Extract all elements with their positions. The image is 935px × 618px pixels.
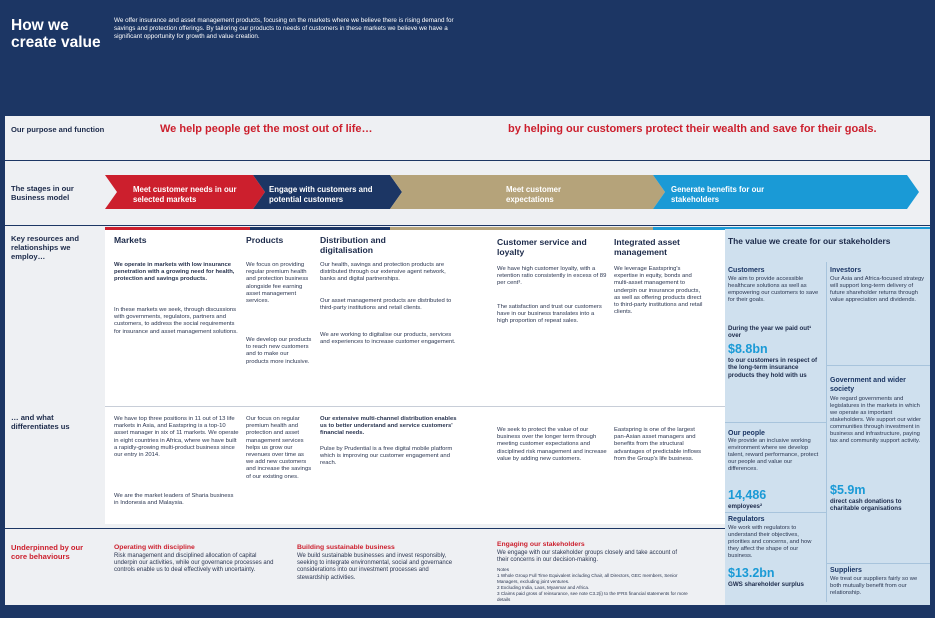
markets-diff-1: We have top three positions in 11 out of 13 life markets in Asia, and Eastspring is a top-10 asset manager in six of 11 markets. We operate in eight countries in Africa, where we have built a rapidly-growing multi-product business since our entry in 2014. — [114, 416, 239, 459]
purpose-label: Our purpose and function — [11, 125, 105, 134]
service-bar — [390, 227, 653, 230]
government-sub: direct cash donations to charitable organisations — [830, 498, 902, 513]
value-divider-h4 — [827, 563, 930, 564]
discipline-title: Operating with discipline — [114, 544, 195, 551]
sustainable-title: Building sustainable business — [297, 544, 395, 551]
distribution-text-1: Our health, savings and protection products are distributed through our extensive agent network, banks and digital partnerships. — [320, 262, 446, 283]
regulators-title: Regulators — [728, 516, 765, 523]
service-text-2: The satisfaction and trust our customers have in our business translates into a high proportion of repeat sales. — [497, 304, 602, 325]
engaging-title: Engaging our stakeholders — [497, 541, 585, 548]
customers-sub: to our customers in respect of the long-term insurance products they hold with us — [728, 357, 818, 379]
suppliers-text: We treat our suppliers fairly so we both mutually benefit from our relationship. — [830, 576, 918, 596]
government-title: Government and wider society — [830, 377, 906, 393]
service-title: Customer service and loyalty — [497, 237, 587, 257]
value-divider-v — [826, 262, 827, 602]
page-title: How we create value — [11, 17, 101, 51]
markets-text-2: In these markets we seek, through discussions with governments, regulators, partners and customers, to address the social requirements for insurance and asset management solutions. — [114, 307, 238, 335]
purpose-left: We help people get the most out of life… — [160, 123, 373, 135]
note-1: 1 Whole Group Full Time Equivalent including Chair, all Directors, GEC members, Senior Managers, excluding joint ventures. — [497, 573, 678, 584]
customers-figure: $8.8bn — [728, 342, 768, 356]
note-2: 2 Excluding India, Laos, Myanmar and Africa. — [497, 585, 590, 590]
people-text: We provide an inclusive working environment where we develop talent, reward performance, protect our people and value our differences. — [728, 438, 819, 472]
value-title: The value we create for our stakeholders — [728, 236, 891, 246]
customers-text: We aim to provide accessible healthcare solutions as well as empowering our customers to save for their goals. — [728, 276, 819, 303]
distribution-text-2: Our asset management products are distributed to third-party institutions and retail clients. — [320, 298, 452, 312]
products-text-1: We focus on providing regular premium health and protection business alongside fee earning asset management services. — [246, 262, 309, 305]
discipline-text: Risk management and disciplined allocation of capital underpin our activities, while our governance processes and controls enable us to deal effectively with uncertainty. — [114, 553, 274, 574]
people-sub: employees² — [728, 503, 763, 510]
regulators-sub: GWS shareholder surplus — [728, 581, 804, 588]
row-divider — [105, 406, 725, 407]
distribution-bar — [250, 227, 390, 230]
resources-label: Key resources and relationships we employ… — [11, 234, 79, 261]
products-diff: Our focus on regular premium health and protection and asset management services helps us grow our revenues over time as we add new customers and increase the savings of our existing ones. — [246, 416, 312, 480]
notes-title: Notes — [497, 567, 510, 572]
markets-bar — [105, 227, 250, 230]
distribution-diff-2: Pulse by Prudential is a free digital mobile platform which is improving our customer engagement and reach. — [320, 446, 453, 467]
purpose-right: by helping our customers protect their wealth and save for their goals. — [508, 123, 877, 135]
stage-label-1: Meet customer needs in our selected markets — [133, 185, 237, 204]
customers-lead: During the year we paid out¹ over — [728, 325, 812, 340]
asset-title: Integrated asset management — [614, 237, 680, 257]
differentiates-label: … and what differentiates us — [11, 413, 70, 431]
products-title: Products — [246, 235, 284, 245]
intro-text: We offer insurance and asset management products, focusing on the markets where we believe there is rising demand for savings and protection offerings. By tailoring our products to needs of customers in these markets we believe we have a significant opportunity for growth and value creation. — [114, 17, 454, 40]
investors-title: Investors — [830, 267, 862, 274]
value-divider-h1 — [827, 365, 930, 366]
government-text: We regard governments and legislatures in the markets in which we operate as important stakeholders. We support our wider communities through investment in business and infrastructure, paying tax and community support activity. — [830, 396, 922, 444]
customers-title: Customers — [728, 267, 765, 274]
suppliers-title: Suppliers — [830, 567, 862, 574]
value-divider-h3 — [725, 512, 826, 513]
people-title: Our people — [728, 430, 765, 437]
stage-label-4: Generate benefits for our stakeholders — [671, 185, 765, 204]
asset-text: We leverage Eastspring's expertise in equity, bonds and multi-asset management to underpin our insurance products, as well as offering products direct to third-party institutions and retail clients. — [614, 266, 703, 316]
distribution-diff-1: Our extensive multi-channel distribution enables us to better understand and service customers' financial needs. — [320, 416, 457, 437]
markets-title: Markets — [114, 235, 147, 245]
products-text-2: We develop our products to reach new customers and to make our products more inclusive. — [246, 337, 312, 365]
service-text-1: We have high customer loyalty, with a retention ratio consistently in excess of 89 per cent³. — [497, 266, 607, 287]
service-diff: We seek to protect the value of our business over the longer term through meeting customer expectations and disciplined risk management and increase value by adding new customers. — [497, 427, 607, 462]
behaviours-label: Underpinned by our core behaviours — [11, 543, 84, 561]
asset-diff: Eastspring is one of the largest pan-Asian asset managers and benefits from the structural advantages of predictable inflows from the Group's life business. — [614, 427, 702, 462]
stages-label: The stages in our Business model — [11, 184, 74, 202]
markets-diff-2: We are the market leaders of Sharia business in Indonesia and Malaysia. — [114, 493, 234, 507]
stage-label-2: Engage with customers and potential customers — [269, 185, 373, 204]
sustainable-text: We build sustainable businesses and invest responsibly, seeking to integrate environmental, social and governance considerations into our investment processes and stewardship activities. — [297, 553, 453, 581]
government-figure: $5.9m — [830, 483, 866, 497]
distribution-text-3: We are working to digitalise our products, services and experiences to increase customer engagement. — [320, 332, 456, 346]
engaging-text: We engage with our stakeholder groups closely and take account of their concerns in our decision-making. — [497, 550, 677, 564]
markets-text-1: We operate in markets with low insurance penetration with a growing need for health, protection and savings products. — [114, 262, 235, 283]
investors-text: Our Asia and Africa-focused strategy will support long-term delivery of future shareholder returns through value appreciation and dividends. — [830, 276, 925, 303]
note-3: 3 Claims paid gross of reinsurance, see note C3.2(i) to the IFRS financial statements for more details — [497, 591, 688, 602]
value-divider-h2 — [725, 422, 826, 423]
distribution-title: Distribution and digitalisation — [320, 235, 386, 255]
regulators-text: We work with regulators to understand their objectives, priorities and concerns, and how they affect the shape of our business. — [728, 525, 812, 559]
regulators-figure: $13.2bn — [728, 566, 775, 580]
stage-label-3: Meet customer expectations — [506, 185, 562, 204]
people-figure: 14,486 — [728, 488, 767, 502]
